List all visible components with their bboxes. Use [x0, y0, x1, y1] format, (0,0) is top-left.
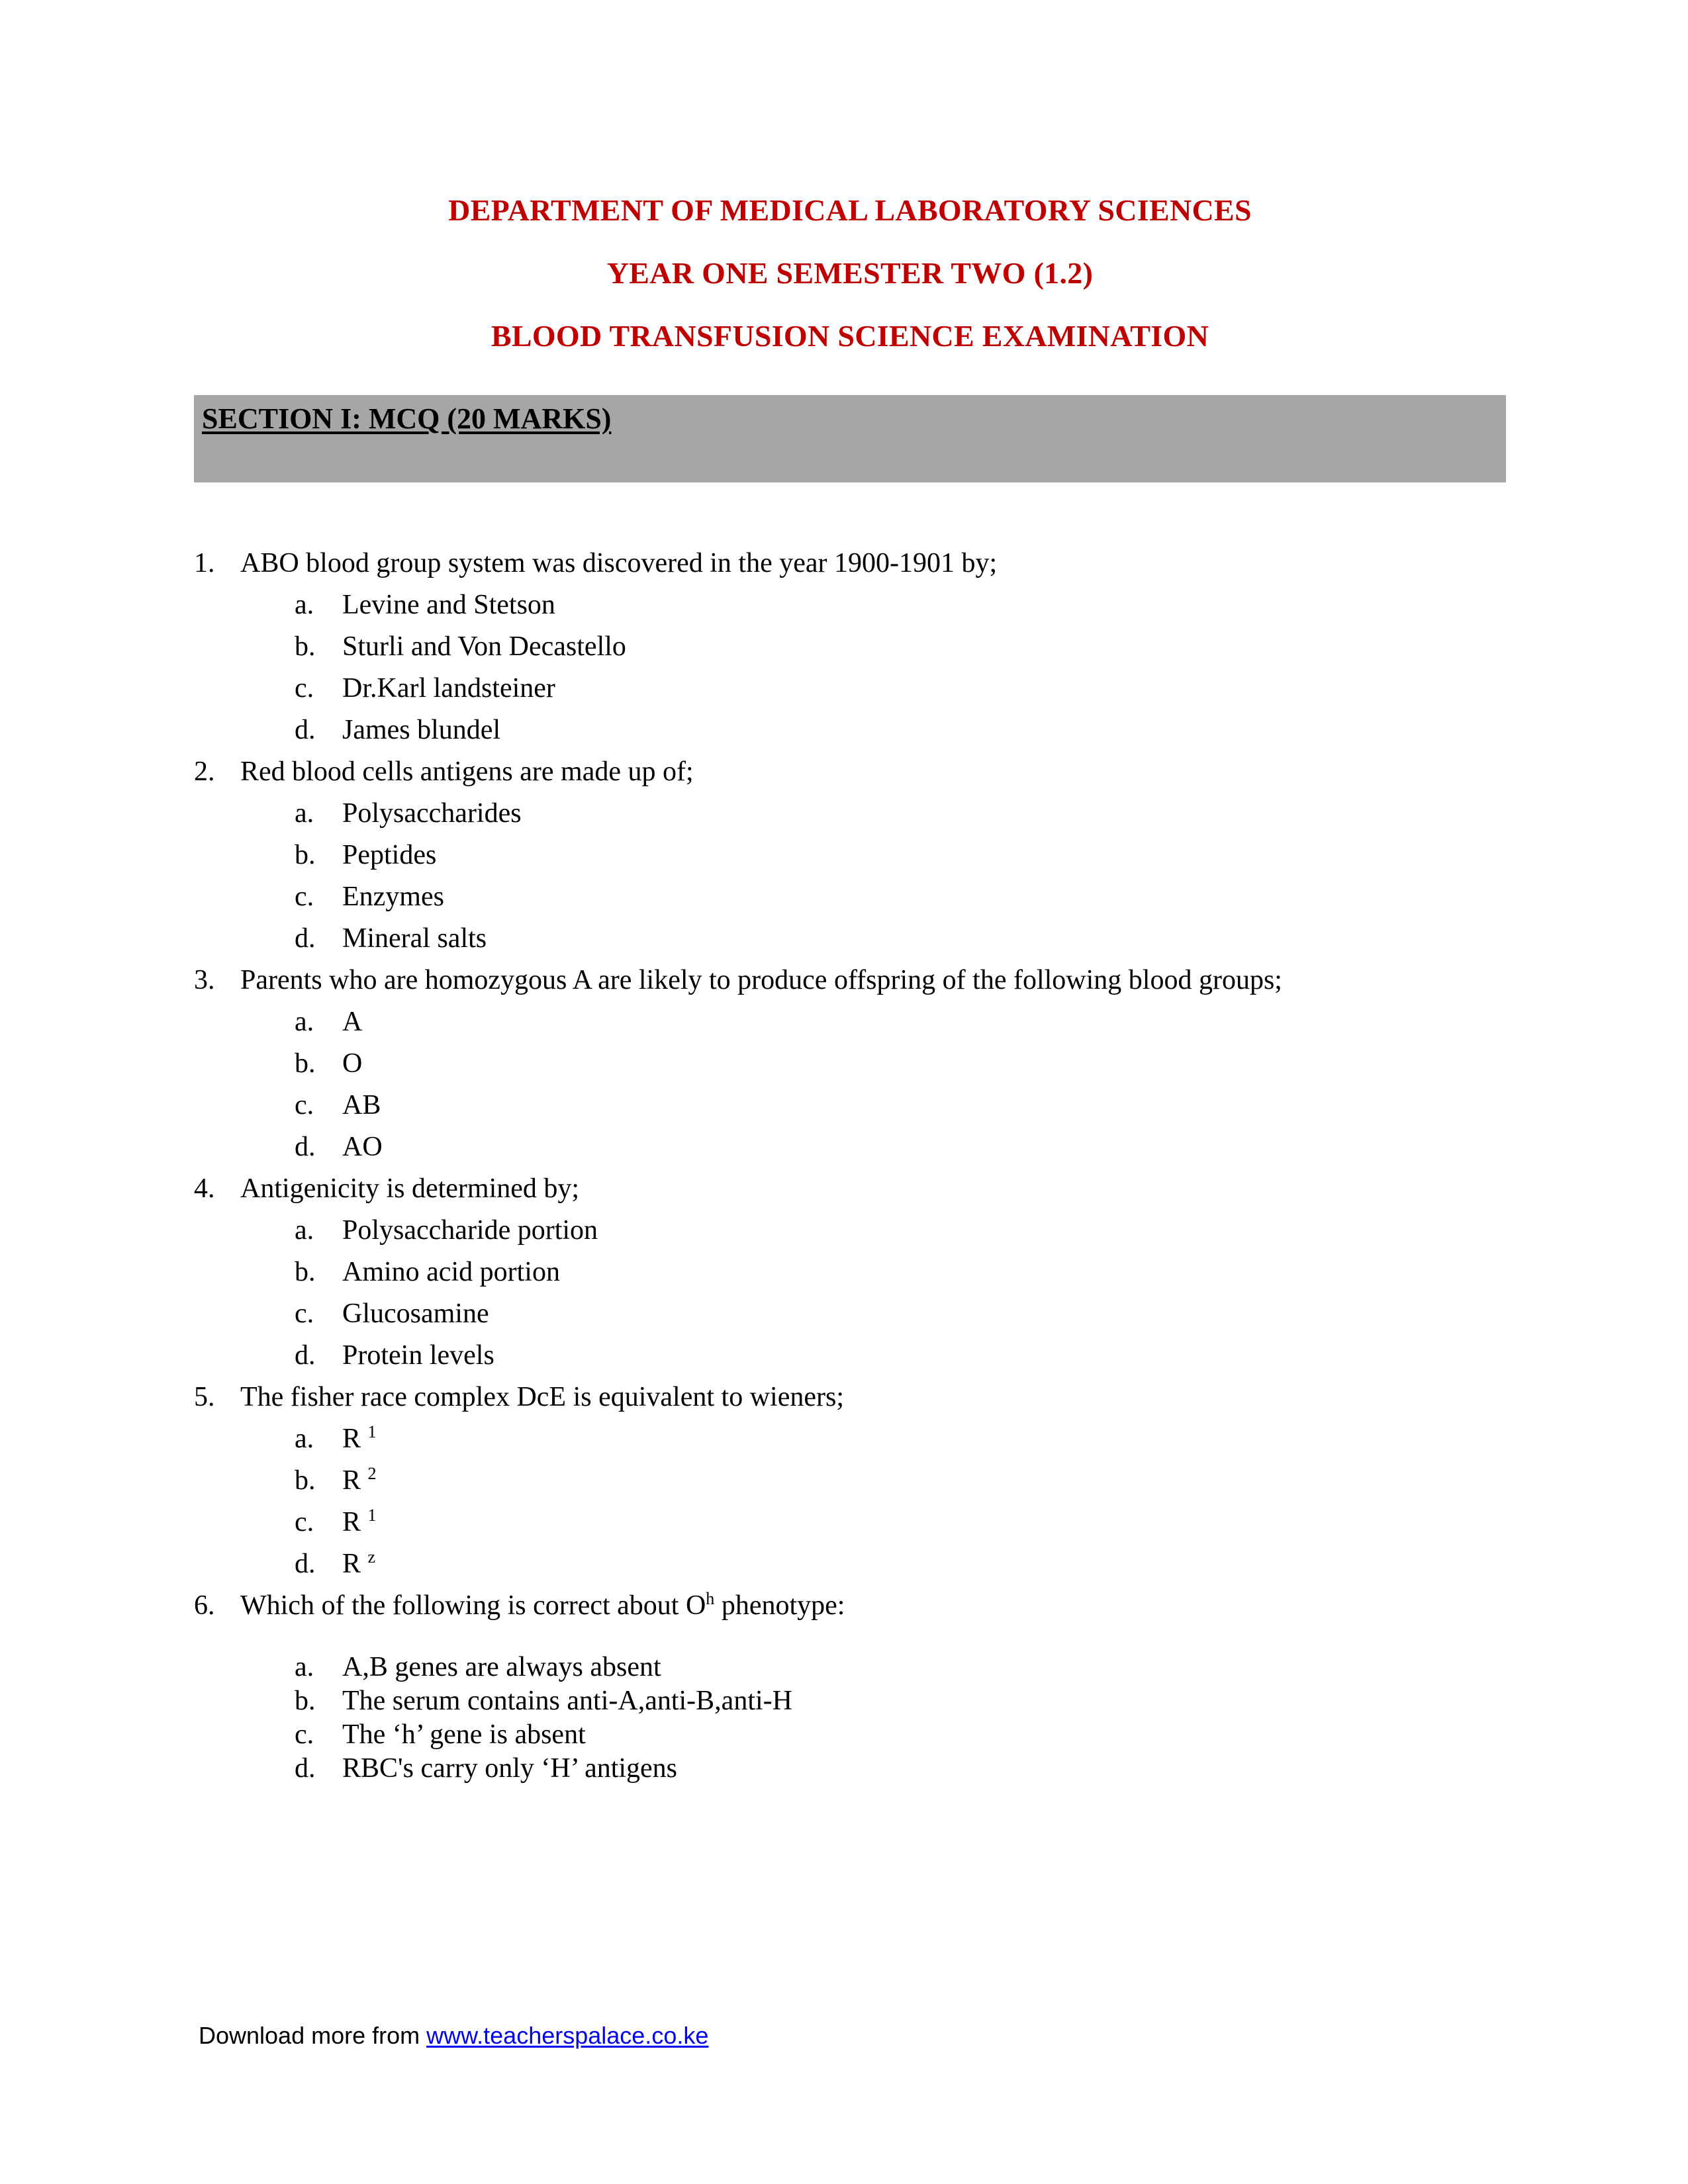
- question-number: 2.: [194, 756, 215, 787]
- option-text: [342, 1460, 1518, 1502]
- option-row[interactable]: [194, 1251, 1518, 1293]
- option-letter: d.: [295, 715, 316, 745]
- question-text: Antigenicity is determined by;: [240, 1173, 580, 1204]
- option-text: A,B genes are always absent: [342, 1652, 661, 1682]
- option-text-base: R: [342, 1465, 368, 1496]
- option-text: AO: [342, 1132, 383, 1162]
- footer-website-link[interactable]: www.teacherspalace.co.ke: [426, 2022, 709, 2049]
- header-line-exam-title: BLOOD TRANSFUSION SCIENCE EXAMINATION: [491, 319, 1209, 353]
- option-letter: c.: [295, 1507, 314, 1537]
- question-number: 3.: [194, 965, 215, 995]
- option-row[interactable]: [194, 1085, 1518, 1126]
- question-block: [194, 751, 1518, 960]
- question-text: Parents who are homozygous A are likely to produce offspring of the following blood groups;: [240, 965, 1282, 995]
- option-text: Protein levels: [342, 1340, 494, 1371]
- option-group: [194, 1210, 1518, 1377]
- question-stem: [194, 960, 1518, 1001]
- question-text: The fisher race complex DcE is equivalent to wieners;: [240, 1382, 844, 1412]
- option-group: [194, 793, 1518, 960]
- option-text: [342, 1543, 1518, 1585]
- question-stem: [194, 751, 1518, 793]
- option-letter: a.: [295, 1215, 314, 1246]
- footer-prefix-text: Download more from: [199, 2022, 427, 2049]
- option-letter: b.: [295, 631, 316, 662]
- option-letter: a.: [295, 1007, 314, 1037]
- question-number: 6.: [194, 1590, 215, 1621]
- option-text-base: R: [342, 1507, 368, 1537]
- option-row[interactable]: [194, 1543, 1518, 1585]
- option-letter: d.: [295, 923, 316, 954]
- question-block: [194, 1585, 1518, 1786]
- option-row[interactable]: [194, 1651, 1518, 1684]
- option-letter: c.: [295, 1090, 314, 1120]
- question-text-tail: phenotype:: [714, 1590, 845, 1621]
- option-letter: c.: [295, 882, 314, 912]
- option-text-base: R: [342, 1424, 368, 1454]
- option-row[interactable]: [194, 1718, 1518, 1752]
- option-text: RBC's carry only ‘H’ antigens: [342, 1753, 678, 1784]
- option-text-superscript: 1: [367, 1506, 377, 1525]
- option-text: A: [342, 1007, 363, 1037]
- question-number: 1.: [194, 548, 215, 578]
- question-block: [194, 1168, 1518, 1377]
- question-text: [240, 1585, 1518, 1627]
- document-header: [194, 179, 1506, 367]
- option-row[interactable]: [194, 918, 1518, 960]
- question-number: 5.: [194, 1382, 215, 1412]
- option-text: AB: [342, 1090, 381, 1120]
- option-row[interactable]: [194, 1684, 1518, 1718]
- option-row[interactable]: [194, 876, 1518, 918]
- question-text: ABO blood group system was discovered in the year 1900-1901 by;: [240, 548, 998, 578]
- page-footer: [199, 2022, 708, 2050]
- option-row[interactable]: [194, 584, 1518, 626]
- option-text: [342, 1418, 1518, 1460]
- option-group: [194, 584, 1518, 751]
- option-text: Levine and Stetson: [342, 590, 555, 620]
- question-list: [194, 543, 1518, 1786]
- option-letter: d.: [295, 1753, 316, 1784]
- question-number: 4.: [194, 1173, 215, 1204]
- option-text: Glucosamine: [342, 1298, 489, 1329]
- option-row[interactable]: [194, 668, 1518, 709]
- option-text: Mineral salts: [342, 923, 487, 954]
- option-row[interactable]: [194, 626, 1518, 668]
- question-block: [194, 543, 1518, 751]
- option-text-base: R: [342, 1549, 368, 1579]
- option-letter: c.: [295, 1719, 314, 1750]
- option-group: [194, 1418, 1518, 1585]
- option-letter: d.: [295, 1340, 316, 1371]
- option-text-superscript: 1: [367, 1422, 377, 1441]
- option-text: Polysaccharides: [342, 798, 522, 829]
- option-row[interactable]: [194, 1752, 1518, 1786]
- option-group: [194, 1651, 1518, 1786]
- option-text: Polysaccharide portion: [342, 1215, 598, 1246]
- option-text-superscript: z: [367, 1547, 376, 1567]
- option-letter: a.: [295, 798, 314, 829]
- question-text-base: Which of the following is correct about O: [240, 1590, 706, 1621]
- option-letter: b.: [295, 1048, 316, 1079]
- option-letter: a.: [295, 1424, 314, 1454]
- option-row[interactable]: [194, 1043, 1518, 1085]
- question-text: Red blood cells antigens are made up of;: [240, 756, 694, 787]
- option-row[interactable]: [194, 1001, 1518, 1043]
- question-text-superscript: h: [706, 1589, 715, 1608]
- option-row[interactable]: [194, 1335, 1518, 1377]
- question-block: [194, 960, 1518, 1168]
- option-group-spacer: [194, 1627, 1518, 1651]
- option-row[interactable]: [194, 793, 1518, 835]
- option-text: Dr.Karl landsteiner: [342, 673, 555, 704]
- option-row[interactable]: [194, 1293, 1518, 1335]
- question-stem: [194, 1168, 1518, 1210]
- option-text: The ‘h’ gene is absent: [342, 1719, 586, 1750]
- question-stem: [194, 1377, 1518, 1418]
- option-text: O: [342, 1048, 363, 1079]
- option-text: Amino acid portion: [342, 1257, 560, 1287]
- option-row[interactable]: [194, 1460, 1518, 1502]
- question-stem: [194, 543, 1518, 584]
- option-text: The serum contains anti-A,anti-B,anti-H: [342, 1686, 792, 1716]
- option-letter: d.: [295, 1549, 316, 1579]
- option-letter: c.: [295, 1298, 314, 1329]
- option-letter: a.: [295, 1652, 314, 1682]
- option-letter: b.: [295, 1686, 316, 1716]
- section-heading-label: SECTION I: MCQ (20 MARKS): [202, 402, 612, 435]
- option-row[interactable]: [194, 709, 1518, 751]
- option-row[interactable]: [194, 1418, 1518, 1460]
- option-text-superscript: 2: [367, 1464, 377, 1483]
- option-row[interactable]: [194, 1126, 1518, 1168]
- header-line-department: DEPARTMENT OF MEDICAL LABORATORY SCIENCES: [448, 193, 1252, 227]
- option-row[interactable]: [194, 835, 1518, 876]
- question-block: [194, 1377, 1518, 1585]
- option-text: [342, 1502, 1518, 1543]
- option-row[interactable]: [194, 1210, 1518, 1251]
- option-letter: a.: [295, 590, 314, 620]
- option-letter: c.: [295, 673, 314, 704]
- option-group: [194, 1001, 1518, 1168]
- option-row[interactable]: [194, 1502, 1518, 1543]
- option-letter: b.: [295, 1257, 316, 1287]
- option-letter: d.: [295, 1132, 316, 1162]
- option-text: James blundel: [342, 715, 501, 745]
- option-text: Sturli and Von Decastello: [342, 631, 626, 662]
- question-stem: [194, 1585, 1518, 1627]
- option-text: Peptides: [342, 840, 437, 870]
- option-letter: b.: [295, 840, 316, 870]
- header-line-year-semester: YEAR ONE SEMESTER TWO (1.2): [606, 256, 1094, 290]
- section-heading-band: [194, 395, 1506, 482]
- option-text: Enzymes: [342, 882, 444, 912]
- option-letter: b.: [295, 1465, 316, 1496]
